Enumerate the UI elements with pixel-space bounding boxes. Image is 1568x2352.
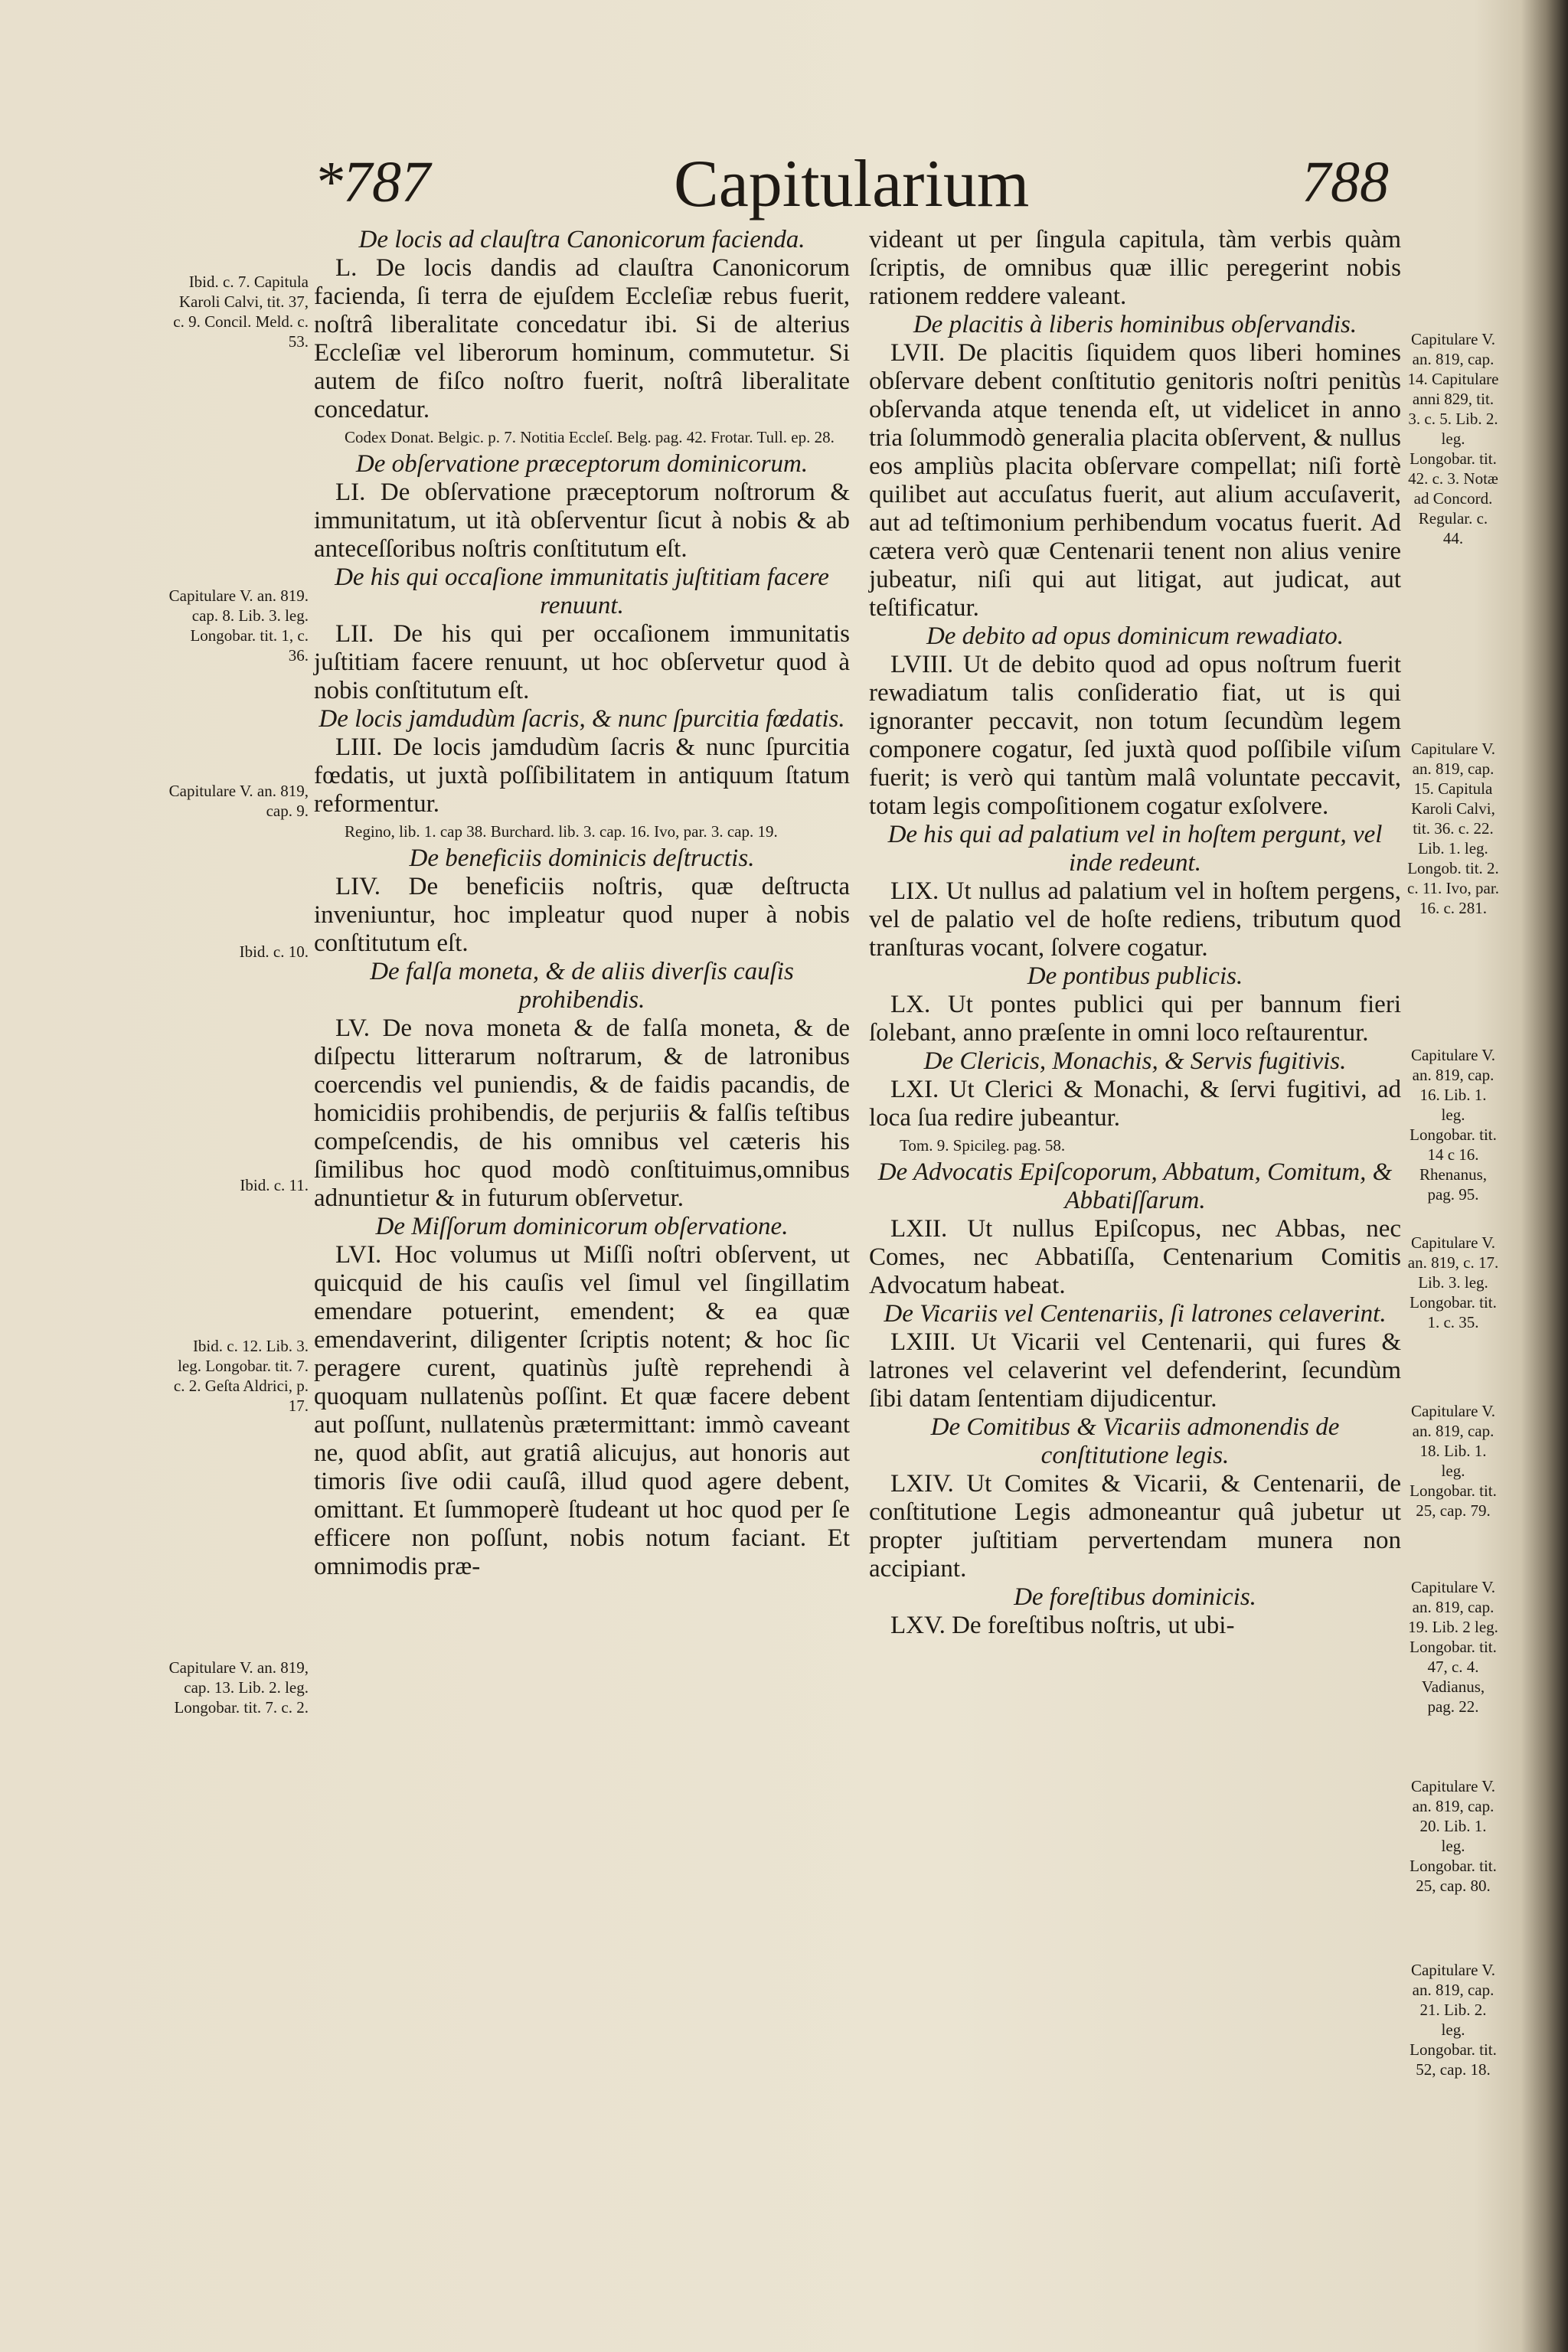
margin-note: Capitulare V. an. 819, cap. 14. Capitulare anni 829, tit. 3. c. 5. Lib. 2. leg. Longobar. tit. 42. c. 3. Notæ ad Concord. Regular. c. 44.	[1407, 330, 1499, 547]
section-heading: De placitis à liberis hominibus obſervandis.	[913, 311, 1357, 338]
continuation-paragraph: videant ut per ſingula capitula, tàm verbis quàm ſcriptis, de omnibus quæ illic peregerint nobis rationem reddere valeant.	[869, 226, 1401, 310]
chapter-paragraph: LX. Ut pontes publici qui per bannum fieri ſolebant, anno præſente in omni loco reſtaurentur.	[869, 991, 1401, 1047]
chapter-paragraph: LIX. Ut nullus ad palatium vel in hoſtem pergens, vel de palatio vel de hoſte rediens, tributum quod tranſturas vocant, ſolvere cogatur.	[869, 877, 1401, 962]
chapter-paragraph: LXIII. Ut Vicarii vel Centenarii, qui fures & latrones vel celaverint vel defenderint, ſecundùm ſibi datam ſententiam dijudicentur.	[869, 1328, 1401, 1413]
reference-note: Tom. 9. Spicileg. pag. 58.	[900, 1136, 1066, 1155]
chapter-paragraph: LIV. De beneficiis noſtris, quæ deſtructa inveniuntur, hoc impleatur quod nuper à nobis conſtitutum eſt.	[314, 873, 850, 957]
margin-note: Capitulare V. an. 819, cap. 18. Lib. 1. leg. Longobar. tit. 25, cap. 79.	[1410, 1402, 1497, 1520]
margin-note: Capitulare V. an. 819. cap. 8. Lib. 3. leg. Longobar. tit. 1, c. 36.	[168, 586, 309, 665]
margin-note: Ibid. c. 7. Capitula Karoli Calvi, tit. 37, c. 9. Concil. Meld. c. 53.	[173, 273, 309, 351]
chapter-paragraph: LXV. De foreſtibus noſtris, ut ubi-	[890, 1612, 1235, 1639]
margin-note: Capitulare V. an. 819, c. 17. Lib. 3. leg. Longobar. tit. 1. c. 35.	[1407, 1233, 1499, 1331]
margin-note: Capitulare V. an. 819, cap. 20. Lib. 1. leg. Longobar. tit. 25, cap. 80.	[1410, 1777, 1497, 1895]
section-heading: De his qui occaſione immunitatis juſtitiam facere renuunt.	[335, 564, 829, 619]
margin-note: Capitulare V. an. 819, cap. 16. Lib. 1. leg. Longobar. tit. 14 c 16. Rhenanus, pag. 95.	[1410, 1046, 1497, 1204]
chapter-paragraph: LVI. Hoc volumus ut Miſſi noſtri obſervent, ut quicquid de his cauſis vel ſimul vel ſingillatim emendare potuerint, emendent; & ea quæ emendaverint, diligenter ſcriptis notent; & hoc ſic peragere curent, quatinùs juſtè reprehendi à quoquam nullatenùs poſſint. Et quæ facere debent aut poſſunt, nullatenùs prætermittant: immò caveant ne, quod abſit, aut gratiâ alicujus, aut honoris aut timoris ſive odii cauſâ, illud quod agere debent, omittant. Et ſummoperè ſtudeant ut hoc quod per ſe efficere non poſſunt, nobis notum faciant. Et omnimodis præ-	[314, 1241, 850, 1580]
margin-note: Ibid. c. 12. Lib. 3. leg. Longobar. tit. 7. c. 2. Geſta Aldrici, p. 17.	[173, 1337, 309, 1415]
chapter-paragraph: LII. De his qui per occaſionem immunitatis juſtitiam facere renuunt, ut hoc obſervetur quod à nobis conſtitutum eſt.	[314, 620, 850, 704]
section-heading: De beneficiis dominicis deſtructis.	[409, 844, 755, 872]
chapter-paragraph: L. De locis dandis ad clauſtra Canonicorum facienda, ſi terra de ejuſdem Eccleſiæ rebus fuerit, noſtrâ liberalitate concedatur ibi. Si de alterius Eccleſiæ vel liberorum hominum, commutetur. Si autem de fiſco noſtro fuerit, noſtrâ liberalitate concedatur.	[314, 254, 850, 423]
section-heading: De falſa moneta, & de aliis diverſis cauſis prohibendis.	[370, 958, 794, 1014]
margin-note: Capitulare V. an. 819, cap. 19. Lib. 2 leg. Longobar. tit. 47, c. 4. Vadianus, pag. 22.	[1408, 1578, 1498, 1716]
chapter-paragraph: LXII. Ut nullus Epiſcopus, nec Abbas, nec Comes, nec Abbatiſſa, Centenarium Comitis Advocatum habeat.	[869, 1215, 1401, 1299]
right-text-column	[869, 226, 1401, 1640]
chapter-paragraph: LVIII. Ut de debito quod ad opus noſtrum fuerit rewadiatum talis conſideratio fiat, ut is qui ignoranter peccavit, non totum ſecundùm legem componere cogatur, ſed juxtà quod poſſibile viſum fuerit; is verò qui tantùm malâ voluntate peccavit, totam legis compoſitionem cogatur exſolvere.	[869, 651, 1401, 820]
chapter-paragraph: LXIV. Ut Comites & Vicarii, & Centenarii, de conſtitutione Legis admoneantur quâ jubetur ut propter juſtitiam pervertendam munera non accipiant.	[869, 1470, 1401, 1583]
margin-note: Capitulare V. an. 819, cap. 13. Lib. 2. leg. Longobar. tit. 7. c. 2.	[168, 1658, 309, 1717]
section-heading: De foreſtibus dominicis.	[1014, 1583, 1256, 1611]
section-heading: De Vicariis vel Centenariis, ſi latrones celaverint.	[884, 1300, 1387, 1328]
chapter-paragraph: LI. De obſervatione præceptorum noſtrorum & immunitatum, ut ità obſerventur ſicut à nobis & ab anteceſſoribus noſtris conſtitutum eſt.	[314, 479, 850, 563]
section-heading: De Advocatis Epiſcoporum, Abbatum, Comitum, & Abbatiſſarum.	[877, 1158, 1393, 1214]
margin-note: Ibid. c. 10.	[239, 942, 309, 961]
running-title: Capitularium	[674, 147, 1030, 221]
margin-note: Capitulare V. an. 819, cap. 21. Lib. 2. leg. Longobar. tit. 52, cap. 18.	[1410, 1961, 1497, 2079]
left-page-number: *787	[314, 150, 430, 214]
section-heading: De locis ad clauſtra Canonicorum facienda.	[358, 226, 805, 253]
margin-note: Capitulare V. an. 819, cap. 15. Capitula Karoli Calvi, tit. 36. c. 22. Lib. 1. leg. Longob. tit. 2. c. 11. Ivo, par. 16. c. 281.	[1407, 740, 1499, 917]
chapter-paragraph: LXI. Ut Clerici & Monachi, & ſervi fugitivi, ad loca ſua redire jubeantur.	[869, 1076, 1401, 1132]
margin-note: Capitulare V. an. 819, cap. 9.	[168, 782, 309, 820]
section-heading: De obſervatione præceptorum dominicorum.	[355, 450, 808, 478]
chapter-paragraph: LIII. De locis jamdudùm ſacris & nunc ſpurcitia fœdatis, ut juxtà poſſibilitatem in antiquum ſtatum reformentur.	[314, 733, 850, 818]
section-heading: De Miſſorum dominicorum obſervatione.	[375, 1213, 789, 1240]
left-text-column	[314, 226, 850, 1581]
section-heading: De his qui ad palatium vel in hoſtem pergunt, vel inde redeunt.	[887, 821, 1383, 877]
right-page-number: 788	[1302, 150, 1389, 214]
section-heading: De Clericis, Monachis, & Servis fugitivis.	[923, 1047, 1347, 1075]
section-heading: De pontibus publicis.	[1027, 962, 1243, 990]
reference-note: Regino, lib. 1. cap 38. Burchard. lib. 3. cap. 16. Ivo, par. 3. cap. 19.	[345, 822, 778, 841]
section-heading: De debito ad opus dominicum rewadiato.	[926, 622, 1344, 650]
chapter-paragraph: LVII. De placitis ſiquidem quos liberi homines obſervare debent conſtitutio genitoris noſtri penitùs obſervanda atque tenenda eſt, ut videlicet in anno tria ſolummodò generalia placita obſervent, & nullus eos ampliùs placita obſervare compellat; niſi fortè quilibet aut accuſatus fuerit, aut alium accuſaverit, aut ad teſtimonium perhibendum vocatus fuerit. Ad cætera verò quæ Centenarii tenent non alius venire jubeatur, niſi qui aut litigat, aut judicat, aut teſtificatur.	[869, 339, 1401, 622]
margin-note: Ibid. c. 11.	[240, 1176, 309, 1194]
section-heading: De locis jamdudùm ſacris, & nunc ſpurcitia fœdatis.	[318, 705, 845, 733]
section-heading: De Comitibus & Vicariis admonendis de conſtitutione legis.	[930, 1413, 1340, 1469]
chapter-paragraph: LV. De nova moneta & de falſa moneta, & de diſpectu litterarum noſtrarum, & de latronibus coercendis vel puniendis, & de faidis pacandis, de homicidiis prohibendis, de perjuriis & falſis teſtibus compeſcendis, de his omnibus vel cæteris his ſimilibus hoc quod modò conſtituimus,omnibus adnuntietur & in futurum obſervetur.	[314, 1014, 850, 1212]
reference-note: Codex Donat. Belgic. p. 7. Notitia Eccleſ. Belg. pag. 42. Frotar. Tull. ep. 28.	[345, 428, 835, 446]
